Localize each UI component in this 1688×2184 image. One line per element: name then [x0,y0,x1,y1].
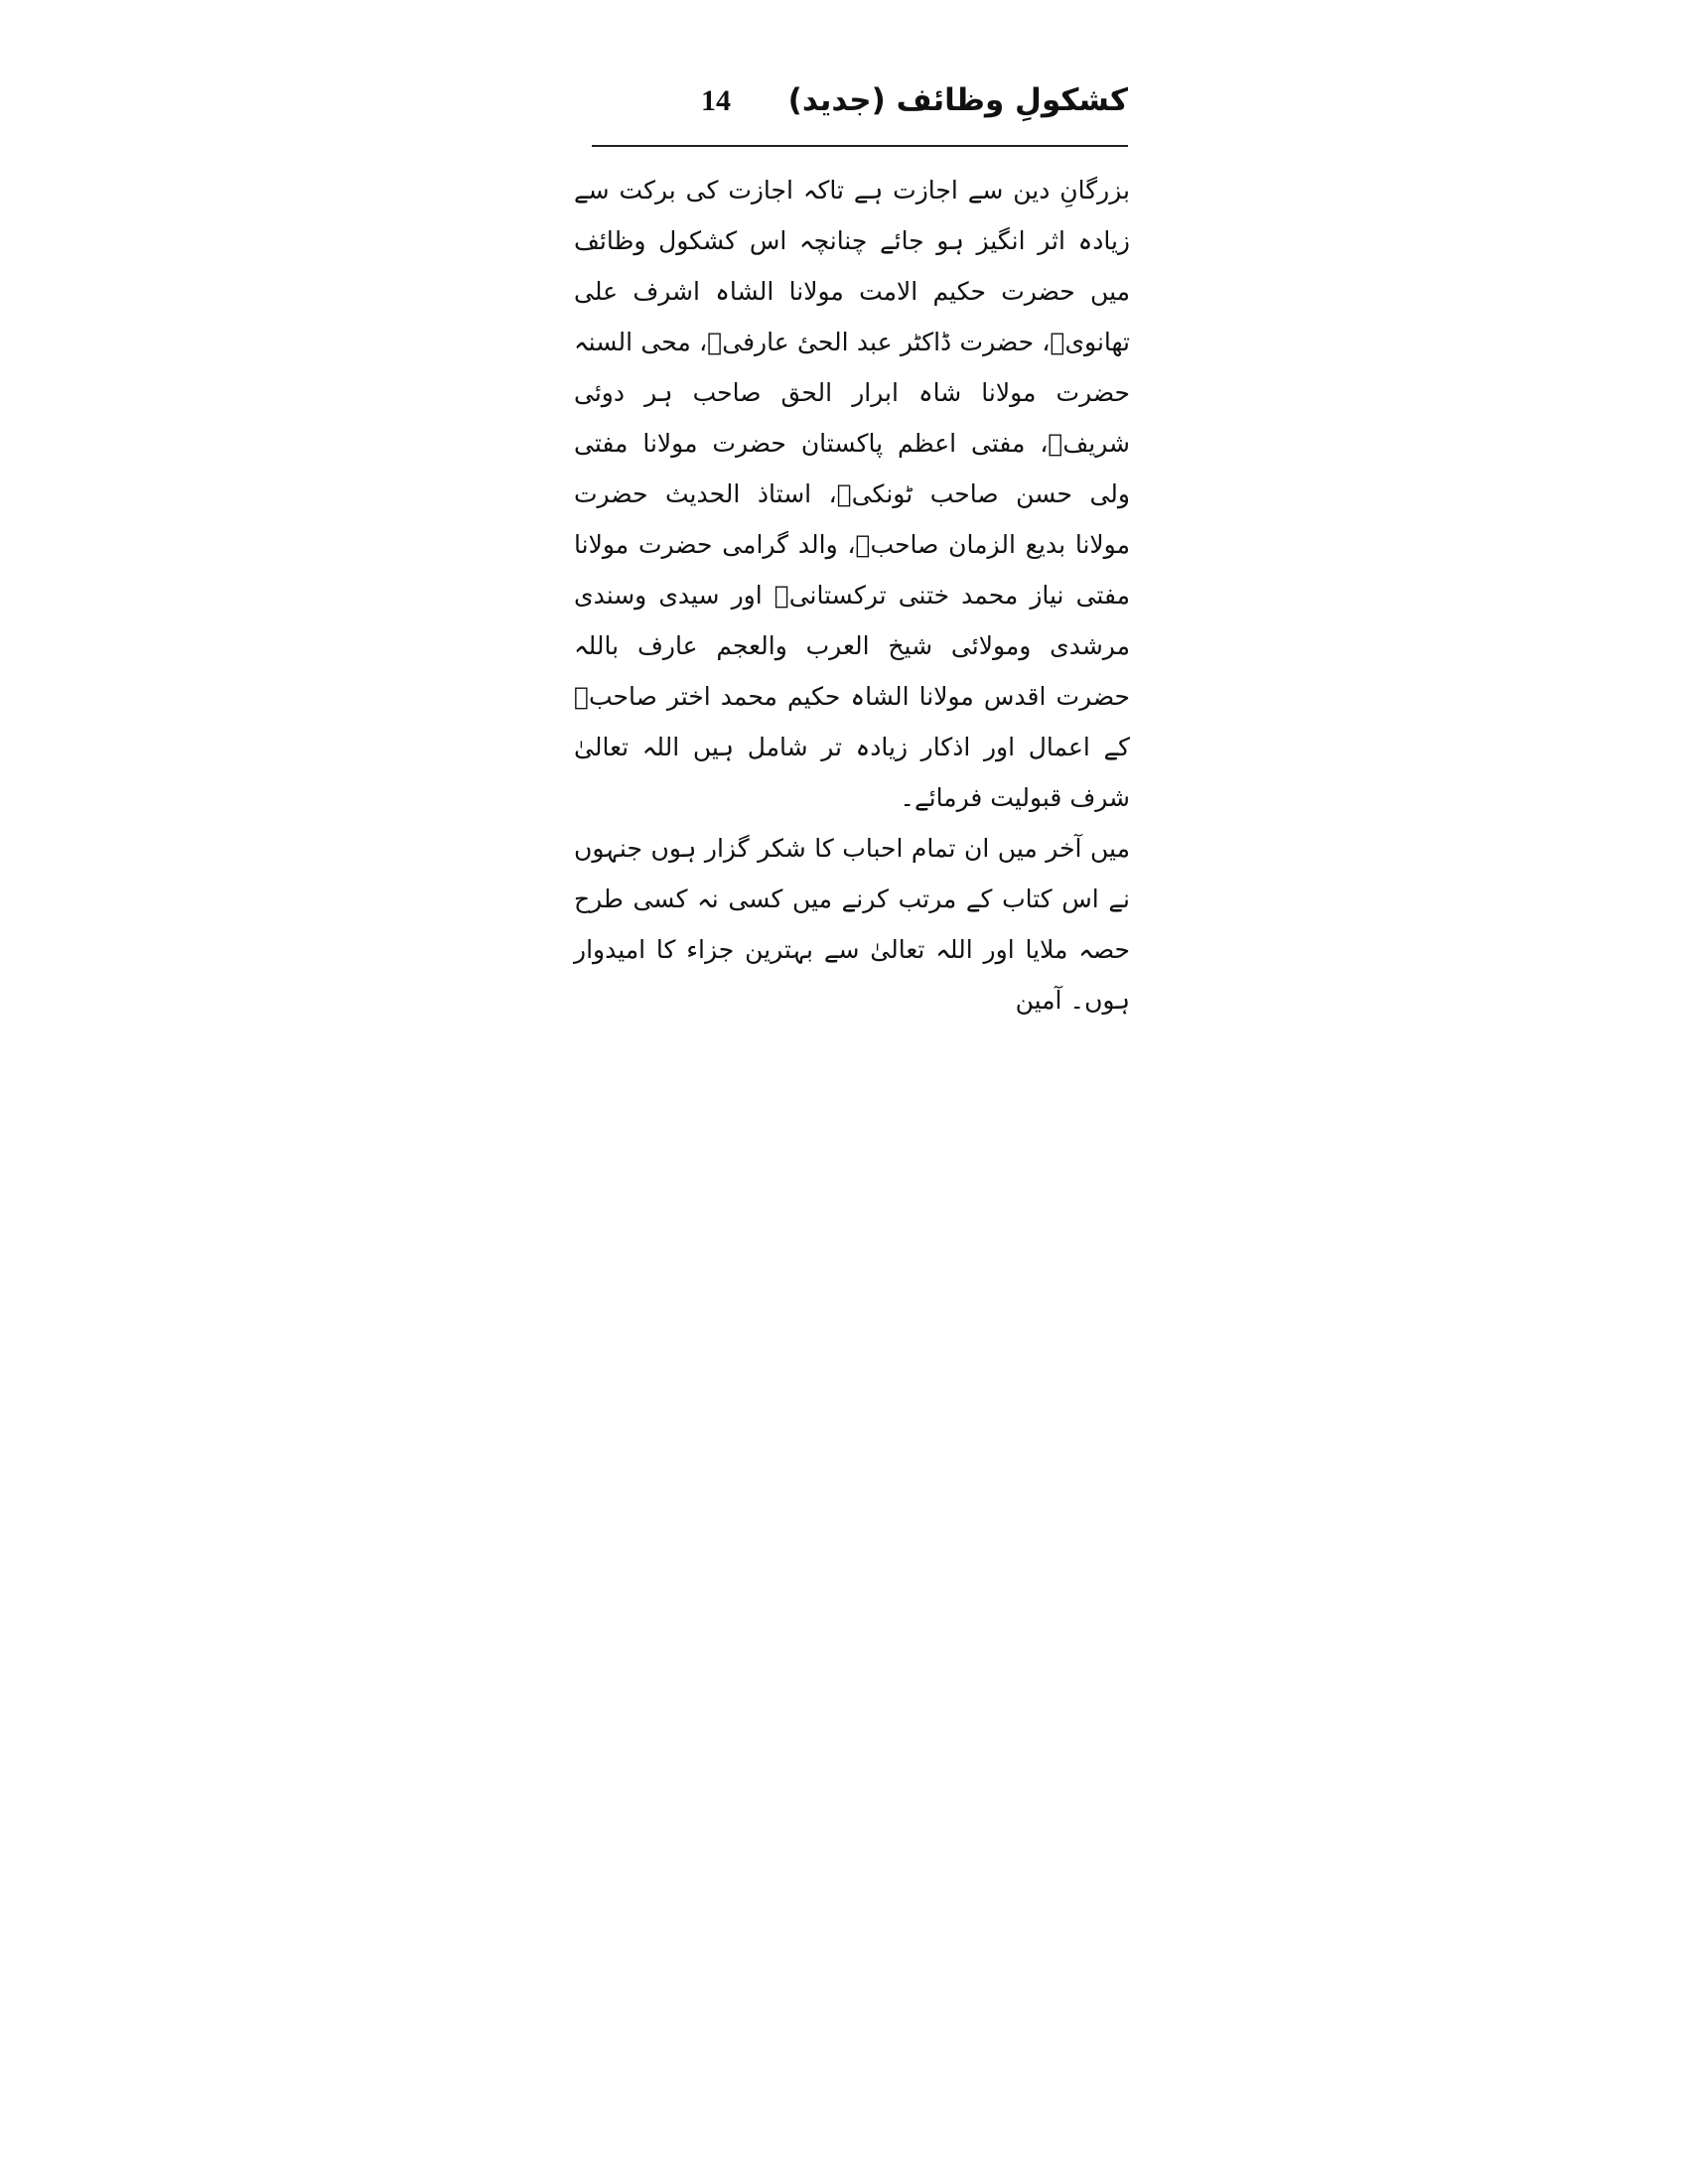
header-divider [592,145,1128,147]
body-text [574,165,1130,1025]
book-title: کشکولِ وظائف (جدید) [787,82,1128,118]
paragraph-1: بزرگانِ دین سے اجازت ہے تاکہ اجازت کی برکت سے زیادہ اثر انگیز ہو جائے چنانچہ اس کشکول وظائف میں حضرت حکیم الامت مولانا الشاہ اشرف علی تھانویؒ، حضرت ڈاکٹر عبد الحیٔ عارفیؒ، محی السنہ حضرت مولانا شاہ ابرار الحق صاحب ہر دوئی شریفؒ، مفتی اعظم پاکستان حضرت مولانا مفتی ولی حسن صاحب ٹونکیؒ، استاذ الحدیث حضرت مولانا بدیع الزمان صاحبؒ، والد گرامی حضرت مولانا مفتی نیاز محمد ختنی ترکستانیؒ اور سیدی وسندی مرشدی ومولائی شیخ العرب والعجم عارف باللہ حضرت اقدس مولانا الشاہ حکیم محمد اختر صاحبؒ کے اعمال اور اذکار زیادہ تر شامل ہیں اللہ تعالیٰ شرف قبولیت فرمائے۔ [574,176,1130,812]
page-header [592,79,1128,129]
paragraph-2: میں آخر میں ان تمام احباب کا شکر گزار ہوں جنہوں نے اس کتاب کے مرتب کرنے میں کسی نہ کسی طرح حصہ ملایا اور اللہ تعالیٰ سے بہترین جزاء کا امیدوار ہوں۔ آمین [574,834,1130,1015]
page-number: 14 [701,84,731,117]
